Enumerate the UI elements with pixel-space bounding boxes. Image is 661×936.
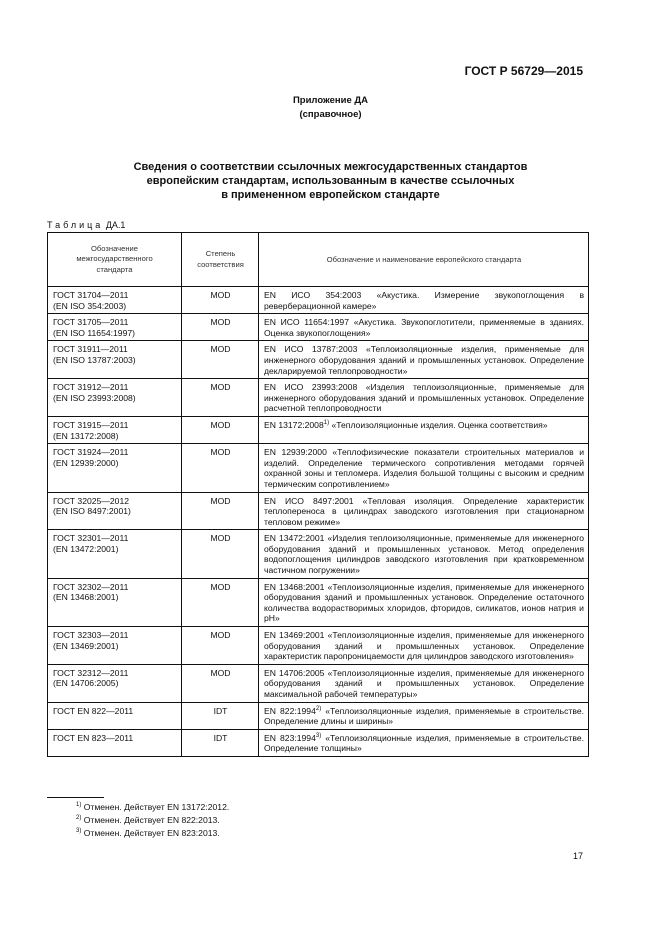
page-number: 17 <box>572 851 583 861</box>
degree-cell: MOD <box>182 444 259 492</box>
european-ref: EN 13472:2001 <box>264 533 325 544</box>
gost-code: ГОСТ 32301—2011 <box>53 533 129 544</box>
gost-cell <box>48 341 182 379</box>
gost-cell <box>48 314 182 341</box>
table-row <box>48 341 589 379</box>
table-row <box>48 314 589 341</box>
degree-cell: MOD <box>182 287 259 314</box>
table-caption-prefix: Таблица <box>47 220 104 230</box>
footnote-mark: 3) <box>76 827 82 834</box>
european-standard-cell <box>259 702 589 729</box>
gost-cell <box>48 492 182 530</box>
table-row <box>48 416 589 443</box>
footnote-mark: 1) <box>76 802 82 809</box>
table-caption <box>47 220 125 230</box>
header-degree: Степень соответствия <box>182 233 259 287</box>
european-ref: EN ИСО 13787:2003 <box>264 344 358 355</box>
annex-heading <box>0 94 661 122</box>
gost-cell <box>48 530 182 578</box>
gost-code: ГОСТ 31924—2011 <box>53 447 129 458</box>
degree-cell: MOD <box>182 530 259 578</box>
gost-code: ГОСТ 31911—2011 <box>53 344 128 355</box>
gost-cell <box>48 287 182 314</box>
european-standard-cell <box>259 416 589 443</box>
european-title: «Теплоизоляционные изделия, применяемые для инженерного оборудования зданий и промышленных установок. Определение максимальной рабочей температуры» <box>264 667 584 699</box>
european-standard-cell <box>259 627 589 665</box>
european-ref: EN 14706:2005 <box>264 667 325 678</box>
european-ref: EN 13468:2001 <box>264 581 325 592</box>
european-ref: EN 13469:2001 <box>264 630 325 641</box>
table-row <box>48 664 589 702</box>
european-standard-cell <box>259 314 589 341</box>
european-standard-cell <box>259 379 589 417</box>
european-title: «Теплоизоляционные изделия. Оценка соответствия» <box>331 419 548 430</box>
header-gost: Обозначение межгосударственного стандарта <box>48 233 182 287</box>
european-standard-cell <box>259 341 589 379</box>
gost-en-code: (EN 13172:2008) <box>53 430 119 441</box>
footnote-divider <box>47 797 104 798</box>
annex-title: Приложение ДА <box>292 95 369 106</box>
european-ref: EN ИСО 11654:1997 <box>264 317 349 328</box>
european-standard-cell <box>259 729 589 756</box>
gost-en-code: (EN 13468:2001) <box>53 592 119 603</box>
european-standard-cell <box>259 664 589 702</box>
footnote-mark: 2) <box>76 814 82 821</box>
table-row <box>48 287 589 314</box>
european-standard-cell <box>259 530 589 578</box>
table-caption-id: ДА.1 <box>105 220 126 230</box>
section-title-line: в примененном европейском стандарте <box>221 189 440 201</box>
european-title: «Теплоизоляционные изделия, применяемые в строительстве. Определение длины и ширины» <box>264 705 585 727</box>
gost-cell <box>48 664 182 702</box>
european-title: «Теплоизоляционные изделия, применяемые для инженерного оборудования зданий и промышленных установок. Определение характеристик паропроницаемости для цилиндров заводского изготовления» <box>264 630 584 662</box>
gost-en-code: (EN 13472:2001) <box>53 543 119 554</box>
gost-code: ГОСТ 31912—2011 <box>53 382 129 393</box>
table-row <box>48 530 589 578</box>
gost-code: ГОСТ 31915—2011 <box>53 419 129 430</box>
gost-en-code: (EN ISO 11654:1997) <box>53 327 136 338</box>
table-header-row <box>48 233 589 287</box>
european-title: «Теплоизоляционные изделия, применяемые для инженерного оборудования зданий и промышленных установок. Определение остаточного количества водорастворимых хлоридов, фторидов, силикатов, ионов натрия и pH» <box>264 581 584 624</box>
european-ref: EN 12939:2000 <box>264 447 327 458</box>
gost-code: ГОСТ 32302—2011 <box>53 581 129 592</box>
section-title <box>60 160 601 202</box>
european-title: «Акустика. Измерение звукопоглощения в реверберационной камере» <box>264 290 585 311</box>
gost-cell <box>48 444 182 492</box>
gost-code: ГОСТ EN 822—2011 <box>53 705 134 716</box>
degree-cell: MOD <box>182 314 259 341</box>
gost-cell <box>48 416 182 443</box>
degree-cell: MOD <box>182 379 259 417</box>
table-row <box>48 627 589 665</box>
gost-en-code: (EN 12939:2000) <box>53 457 119 468</box>
section-title-line: Сведения о соответствии ссылочных межгосударственных стандартов <box>133 161 528 173</box>
table-row <box>48 492 589 530</box>
european-standard-cell <box>259 492 589 530</box>
gost-cell <box>48 627 182 665</box>
gost-code: ГОСТ 32025—2012 <box>53 495 130 506</box>
gost-en-code: (EN 13469:2001) <box>53 640 119 651</box>
gost-cell <box>48 729 182 756</box>
gost-en-code: (EN ISO 23993:2008) <box>53 392 136 403</box>
degree-cell: MOD <box>182 627 259 665</box>
european-title: «Акустика. Звукопоглотители, применяемые в зданиях. Оценка звукопоглощения» <box>264 317 584 338</box>
degree-cell: MOD <box>182 664 259 702</box>
european-standard-cell <box>259 287 589 314</box>
european-title: «Теплоизоляционные изделия, применяемые для инженерного оборудования зданий и промышленных установок. Определение декларируемой теплопроводности» <box>264 344 585 376</box>
gost-cell <box>48 379 182 417</box>
footnote <box>76 827 229 840</box>
degree-cell: IDT <box>182 729 259 756</box>
gost-code: ГОСТ 32312—2011 <box>53 667 129 678</box>
gost-en-code: (EN ISO 354:2003) <box>53 300 127 311</box>
footnote-text: Отменен. Действует EN 822:2013. <box>83 814 220 825</box>
footnote-text: Отменен. Действует EN 13172:2012. <box>83 802 230 812</box>
european-ref: EN ИСО 23993:2008 <box>264 382 358 393</box>
degree-cell: MOD <box>182 341 259 379</box>
table-row <box>48 379 589 417</box>
footnotes <box>76 801 229 839</box>
gost-cell <box>48 578 182 626</box>
degree-cell: MOD <box>182 416 259 443</box>
footnote <box>76 801 229 814</box>
european-title: «Теплофизические показатели строительных материалов и изделий. Определение термического сопротивления методами горячей охранной зоны и тепломера. Изделия большой толщины с высоким и средним термическим сопротивлением» <box>264 447 584 489</box>
table-row <box>48 444 589 492</box>
annex-subtitle: (справочное) <box>299 109 362 120</box>
gost-code: ГОСТ 31705—2011 <box>53 317 129 328</box>
footnote-mark: 3) <box>315 732 322 739</box>
footnote-mark: 1) <box>323 420 330 427</box>
gost-en-code: (EN ISO 8497:2001) <box>53 506 131 517</box>
header-european: Обозначение и наименование европейского стандарта <box>259 233 589 287</box>
table-row <box>48 729 589 756</box>
degree-cell: MOD <box>182 578 259 626</box>
european-ref: EN ИСО 354:2003 <box>264 290 362 300</box>
degree-cell: IDT <box>182 702 259 729</box>
european-title: «Теплоизоляционные изделия, применяемые в строительстве. Определение толщины» <box>264 732 585 754</box>
document-code: ГОСТ Р 56729—2015 <box>464 64 583 78</box>
european-standard-cell <box>259 444 589 492</box>
european-ref: EN 822:1994 <box>264 705 316 716</box>
section-title-line: европейским стандартам, использованным в качестве ссылочных <box>146 175 515 187</box>
european-ref: EN 823:1994 <box>264 732 316 743</box>
footnote-mark: 2) <box>315 705 322 712</box>
table-row <box>48 578 589 626</box>
table-row <box>48 702 589 729</box>
footnote-text: Отменен. Действует EN 823:2013. <box>83 827 220 838</box>
gost-en-code: (EN ISO 13787:2003) <box>53 354 136 365</box>
footnote <box>76 814 229 827</box>
gost-en-code: (EN 14706:2005) <box>53 678 119 689</box>
european-ref: EN 13172:2008 <box>264 419 324 430</box>
european-title: «Изделия теплоизоляционные, применяемые для инженерного оборудования зданий и промышленных установок. Метод определения водопоглощения цилиндров заводского изготовления при кратковременном частичном погружении» <box>264 533 584 576</box>
gost-cell <box>48 702 182 729</box>
european-title: «Изделия теплоизоляционные, применяемые для инженерного оборудования зданий и промышленных установок. Определение расчетной теплопроводности <box>264 382 584 414</box>
european-standard-cell <box>259 578 589 626</box>
gost-code: ГОСТ 32303—2011 <box>53 630 129 641</box>
gost-code: ГОСТ 31704—2011 <box>53 290 129 300</box>
standards-table <box>47 232 589 757</box>
gost-code: ГОСТ EN 823—2011 <box>53 732 134 743</box>
european-title: «Тепловая изоляция. Определение характеристик теплопереноса в цилиндрах заводского изготовления при стационарном тепловом режиме» <box>264 495 585 527</box>
european-ref: EN ИСО 8497:2001 <box>264 495 354 506</box>
degree-cell: MOD <box>182 492 259 530</box>
